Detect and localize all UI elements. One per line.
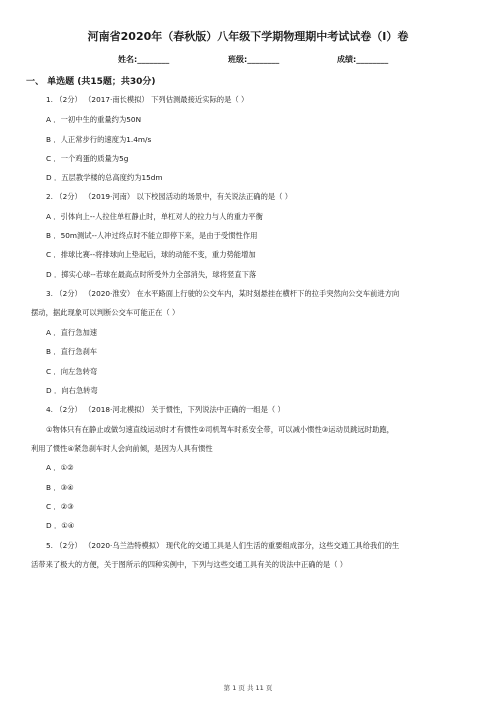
name-field: 姓名:________: [118, 55, 170, 64]
question-3-stem-cont: 摆动，据此现象可以判断公交车可能正在（ ）: [31, 308, 180, 317]
question-4-statements: ①物体只有在静止或做匀速直线运动时才有惯性②司机驾车时系安全带，可以减小惯性③运动员跳远时助跑，: [46, 425, 394, 434]
page-title: 河南省2020年（春秋版）八年级下学期物理期中考试试卷（I）卷: [87, 30, 409, 43]
question-3-option-a: A ．直行急加速: [46, 328, 98, 337]
question-4-option-d: D ．①④: [46, 521, 75, 530]
question-1-stem: 1. （2分） （2017·南长模拟） 下列估测最接近实际的是（ ）: [46, 95, 249, 104]
question-3-option-c: C ．向左急转弯: [46, 367, 98, 376]
question-2-option-a: A ．引体向上--人拉住单杠静止时，单杠对人的拉力与人的重力平衡: [46, 212, 263, 221]
question-5-stem: 5. （2分） （2020·乌兰浩特模拟） 现代化的交通工具是人们生活的重要组成部分，这些交通工具给我们的生: [46, 541, 400, 550]
question-4-statements-cont: 利用了惯性④紧急刹车时人会向前倾，是因为人具有惯性: [31, 444, 213, 453]
question-2-option-c: C ．排球比赛--将排球向上垫起后，球的动能不变，重力势能增加: [46, 250, 256, 259]
question-4-option-a: A ．①②: [46, 463, 74, 472]
question-4-option-c: C ．②③: [46, 502, 74, 511]
page-footer: 第 1 页 共 11 页: [223, 684, 273, 692]
question-2-option-b: B ．50m测试--人冲过终点时不能立即停下来，是由于受惯性作用: [46, 231, 258, 240]
question-1-option-a: A ．一初中生的重量约为50N: [46, 115, 142, 124]
question-1-option-c: C ．一个鸡蛋的质量为5g: [46, 154, 129, 163]
class-field: 班级:________: [228, 55, 280, 64]
question-5-stem-cont: 活带来了极大的方便，关于图所示的四种实例中，下列与这些交通工具有关的说法中正确的是（ ）: [31, 560, 348, 569]
question-2-stem: 2. （2分） （2019·河南） 以下校园活动的场景中，有关说法正确的是（ ）: [46, 192, 293, 201]
question-1-option-d: D ．五层教学楼的总高度约为15dm: [46, 173, 163, 182]
question-3-stem: 3. （2分） （2020·淮安） 在水平路面上行驶的公交车内，某时刻悬挂在横杆下的拉手突然向公交车前进方向: [46, 289, 400, 298]
question-2-option-d: D ．掷实心球--若球在最高点时所受外力全部消失，球将竖直下落: [46, 270, 257, 279]
score-field: 成绩:________: [337, 55, 389, 64]
question-3-option-d: D ．向右急转弯: [46, 386, 98, 395]
question-4-option-b: B ．③④: [46, 483, 74, 492]
question-4-stem: 4. （2分） （2018·河北模拟） 关于惯性，下列说法中正确的一组是（ ）: [46, 405, 285, 414]
question-1-option-b: B ．人正常步行的速度为1.4m/s: [46, 135, 152, 144]
question-3-option-b: B ．直行急刹车: [46, 347, 98, 356]
section-heading: 一、 单选题 (共15题；共30分): [26, 77, 156, 87]
